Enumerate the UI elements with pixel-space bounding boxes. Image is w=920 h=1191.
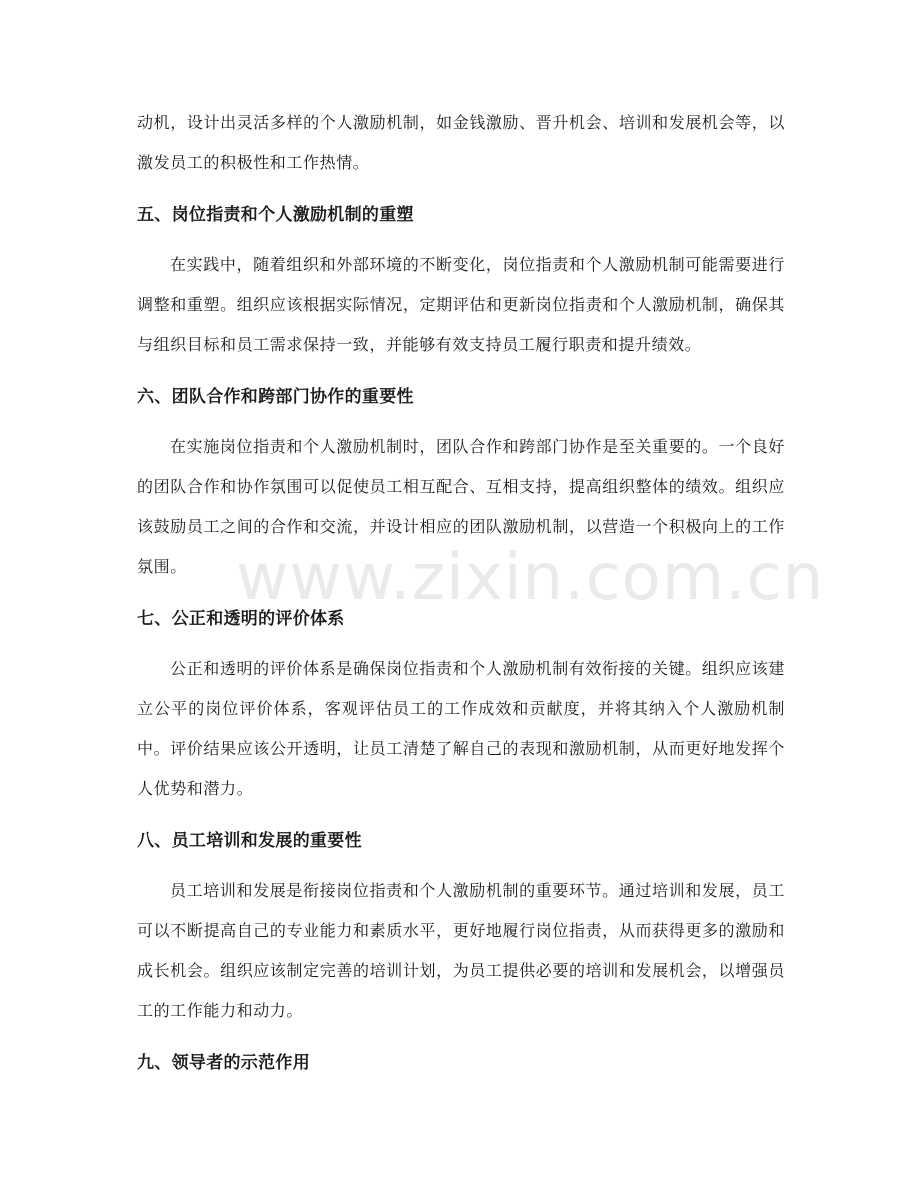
section-7-paragraph: 公正和透明的评价体系是确保岗位指责和个人激励机制有效衔接的关键。组织应该建立公平的岗位评价体系，客观评估员工的工作成效和贡献度，并将其纳入个人激励机制中。评价结果应该公开透明，让员工清楚了解自己的表现和激励机制，从而更好地发挥个人优势和潜力。 (137, 659, 785, 798)
section-8-paragraph: 员工培训和发展是衔接岗位指责和个人激励机制的重要环节。通过培训和发展，员工可以不断提高自己的专业能力和素质水平，更好地履行岗位指责，从而获得更多的激励和成长机会。组织应该制定完善的培训计划，为员工提供必要的培训和发展机会，以增强员工的工作能力和动力。 (137, 881, 785, 1020)
section-6-paragraph: 在实施岗位指责和个人激励机制时，团队合作和跨部门协作是至关重要的。一个良好的团队合作和协作氛围可以促使员工相互配合、互相支持，提高组织整体的绩效。组织应该鼓励员工之间的合作和交流，并设计相应的团队激励机制，以营造一个积极向上的工作氛围。 (137, 437, 785, 576)
section-5-paragraph: 在实践中，随着组织和外部环境的不断变化，岗位指责和个人激励机制可能需要进行调整和重塑。组织应该根据实际情况，定期评估和更新岗位指责和个人激励机制，确保其与组织目标和员工需求保持一致，并能够有效支持员工履行职责和提升绩效。 (137, 255, 785, 354)
watermark-text: www.zixin.com.cn (236, 541, 825, 615)
intro-tail-paragraph: 动机，设计出灵活多样的个人激励机制，如金钱激励、晋升机会、培训和发展机会等，以激发员工的积极性和工作热情。 (137, 113, 785, 172)
document-body (137, 103, 825, 1083)
section-7-heading: 七、公正和透明的评价体系 (137, 609, 345, 629)
section-9-heading: 九、领导者的示范作用 (137, 1053, 310, 1073)
section-8-heading: 八、员工培训和发展的重要性 (137, 831, 362, 851)
section-6-heading: 六、团队合作和跨部门协作的重要性 (137, 387, 414, 407)
section-5-heading: 五、岗位指责和个人激励机制的重塑 (137, 205, 414, 225)
